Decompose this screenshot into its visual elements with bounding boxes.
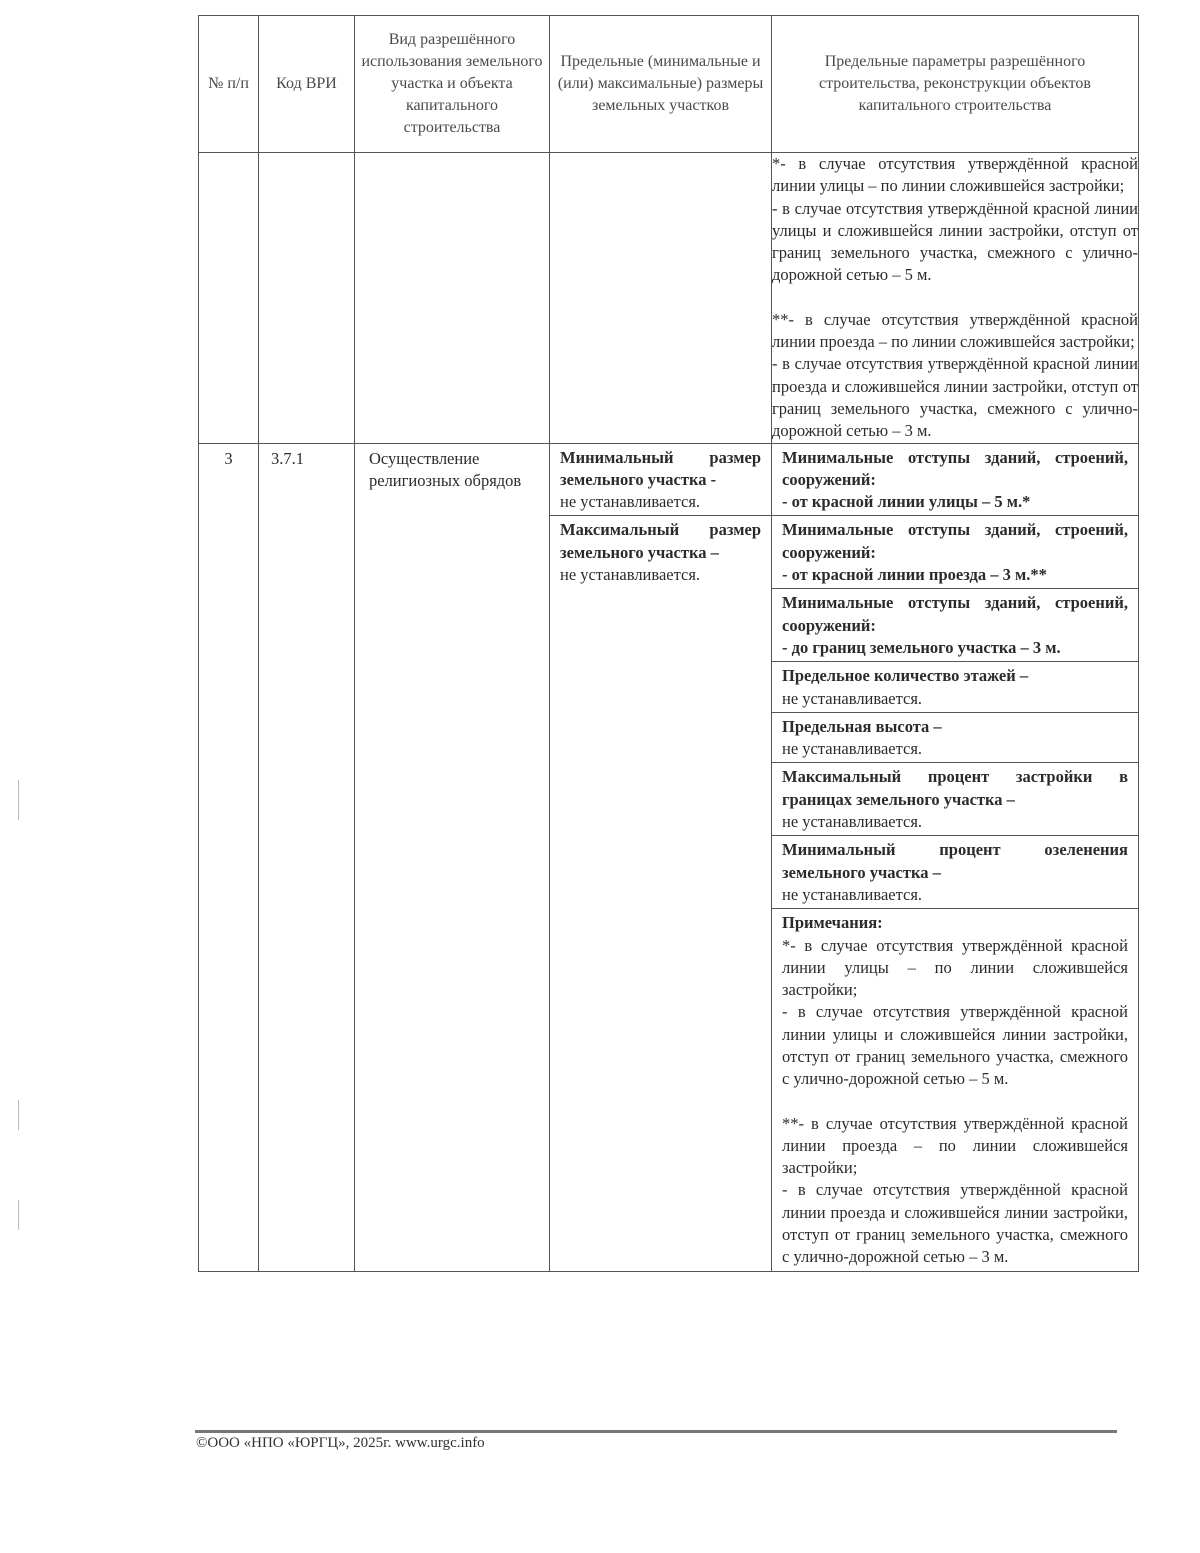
note-3: **- в случае отсутствия утверждённой красной линии проезда – по линии сложившейся застройки; (782, 1113, 1128, 1178)
row-sizes-cell (550, 443, 772, 1271)
coverage-value: не устанавливается. (782, 812, 923, 832)
note-4: - в случае отсутствия утверждённой красной линии проезда и сложившейся линии застройки, отступ от границ земельного участка, смежного с улично-дорожной сетью – 3 м. (782, 1180, 1128, 1267)
min-size-value: не устанавливается. (560, 492, 701, 512)
continuation-note-1: *- в случае отсутствия утверждённой красной линии улицы – по линии сложившейся застройки; (772, 154, 1138, 196)
scan-artifact-mark (18, 1100, 19, 1130)
green-title: Минимальный процент озеленения земельного участка – (782, 840, 1128, 882)
table-row-continuation (199, 153, 1139, 444)
table-row-3 (199, 443, 1139, 1271)
min-size-title: Минимальный размер земельного участка - (560, 447, 761, 489)
continuation-note-4: - в случае отсутствия утверждённой красной линии проезда и сложившейся линии застройки, отступ от границ земельного участка, смежного с улично-дорожной сетью – 3 м. (772, 354, 1138, 441)
footer-divider (195, 1430, 1117, 1433)
setback-street-title: Минимальные отступы зданий, строений, сооружений: (782, 447, 1128, 489)
floors-value: не устанавливается. (782, 688, 923, 708)
scan-artifact-mark (18, 1200, 19, 1230)
header-num: № п/п (199, 16, 259, 153)
green-block (772, 836, 1138, 909)
min-size-block (550, 444, 771, 517)
row-kind: Осуществление религиозных обрядов (355, 443, 550, 1271)
cell-empty (355, 153, 550, 444)
notes-block (772, 909, 1138, 1270)
coverage-title: Максимальный процент застройки в границах земельного участка – (782, 767, 1128, 809)
cell-empty (550, 153, 772, 444)
note-2: - в случае отсутствия утверждённой красной линии улицы и сложившейся линии застройки, отступ от границ земельного участка, смежного с улично-дорожной сетью – 5 м. (782, 1002, 1128, 1089)
setback-border-title: Минимальные отступы зданий, строений, сооружений: (782, 593, 1128, 635)
setback-street-value: - от красной линии улицы – 5 м.* (782, 492, 1031, 512)
max-size-value: не устанавливается. (560, 565, 701, 585)
height-title: Предельная высота – (782, 716, 942, 736)
header-sizes: Предельные (минимальные и (или) максимальные) размеры земельных участков (550, 16, 772, 153)
setback-drive-title: Минимальные отступы зданий, строений, сооружений: (782, 520, 1128, 562)
green-value: не устанавливается. (782, 884, 923, 904)
continuation-notes-cell (772, 153, 1139, 444)
cell-empty (199, 153, 259, 444)
setback-drive-value: - от красной линии проезда – 3 м.** (782, 565, 1047, 585)
note-1: *- в случае отсутствия утверждённой красной линии улицы – по линии сложившейся застройки; (782, 935, 1128, 1000)
max-size-block (550, 516, 771, 588)
floors-title: Предельное количество этажей – (782, 666, 1029, 686)
setback-street-block (772, 444, 1138, 517)
scan-artifact-mark (18, 780, 19, 820)
land-use-table (198, 15, 1139, 1272)
row-code: 3.7.1 (259, 443, 355, 1271)
row-params-cell (772, 443, 1139, 1271)
floors-block (772, 662, 1138, 713)
continuation-note-2: - в случае отсутствия утверждённой красной линии улицы и сложившейся линии застройки, отступ от границ земельного участка, смежного с улично-дорожной сетью – 5 м. (772, 198, 1138, 285)
table-header-row (199, 16, 1139, 153)
header-code: Код ВРИ (259, 16, 355, 153)
continuation-note-3: **- в случае отсутствия утверждённой красной линии проезда – по линии сложившейся застройки; (772, 309, 1138, 352)
setback-border-value: - до границ земельного участка – 3 м. (782, 637, 1061, 657)
row-number: 3 (199, 443, 259, 1271)
notes-title: Примечания: (782, 913, 883, 933)
height-value: не устанавливается. (782, 739, 923, 759)
setback-border-block (772, 589, 1138, 662)
header-params: Предельные параметры разрешённого строительства, реконструкции объектов капитального строительства (772, 16, 1139, 153)
footer-copyright: ©ООО «НПО «ЮРГЦ», 2025г. www.urgc.info (196, 1435, 485, 1451)
header-kind: Вид разрешённого использования земельного участка и объекта капитального строительства (355, 16, 550, 153)
cell-empty (259, 153, 355, 444)
setback-drive-block (772, 516, 1138, 589)
coverage-block (772, 763, 1138, 836)
max-size-title: Максимальный размер земельного участка – (560, 520, 761, 562)
height-block (772, 713, 1138, 764)
